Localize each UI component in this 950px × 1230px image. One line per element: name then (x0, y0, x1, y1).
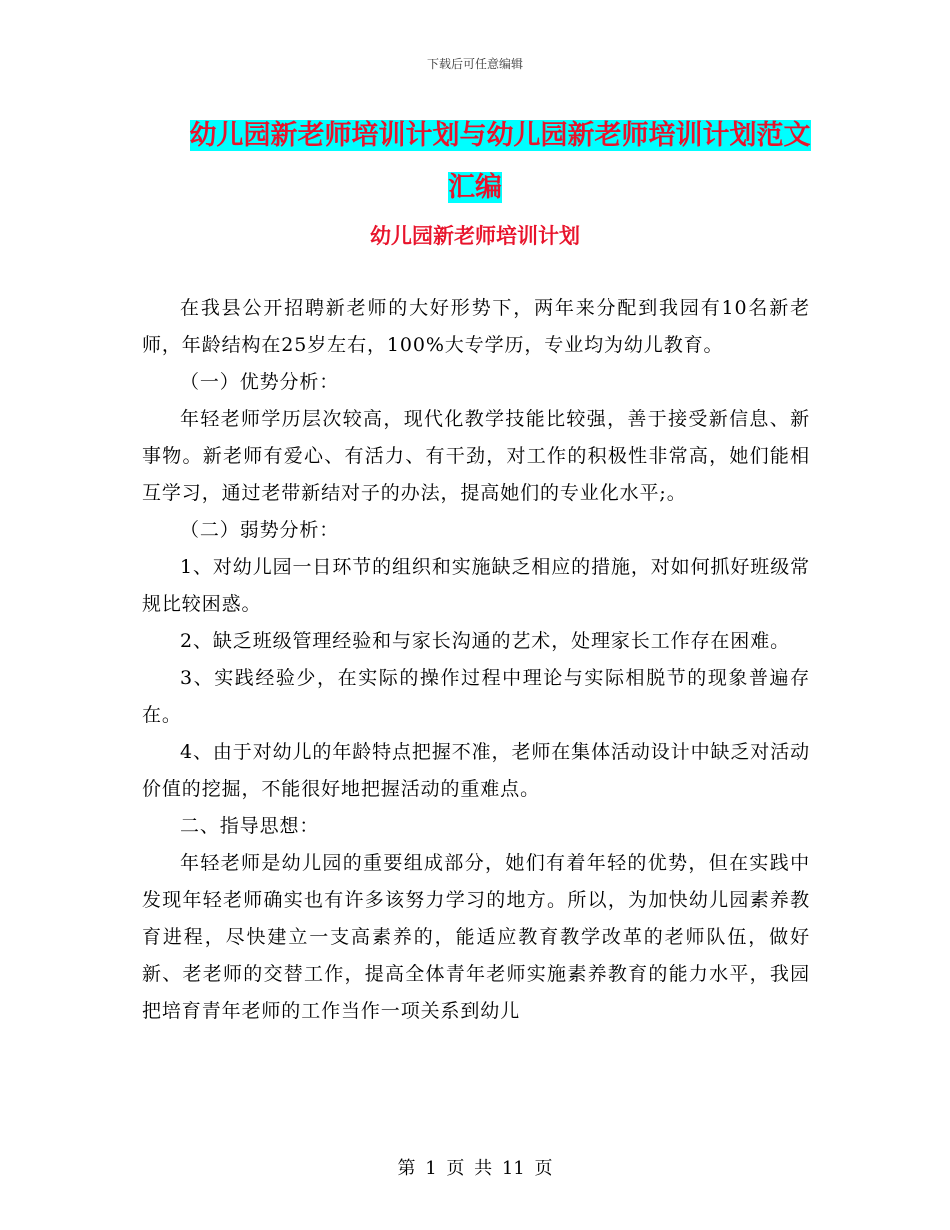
list-item: 3、实践经验少，在实际的操作过程中理论与实际相脱节的现象普遍存在。 (142, 667, 810, 726)
list-item: 2、缺乏班级管理经验和与家长沟通的艺术，处理家长工作存在困难。 (180, 630, 790, 652)
section-title: 幼儿园新老师培训计划 (370, 224, 580, 248)
heading-guiding-ideology: 二、指导思想： (180, 815, 320, 837)
paragraph: 年轻老师是幼儿园的重要组成部分，她们有着年轻的优势，但在实践中发现年轻老师确实也有许多该努力学习的地方。所以，为加快幼儿园素养教育进程，尽快建立一支高素养的，能适应教育教学改革的老师队伍，做好新、老老师的交替工作，提高全体青年老师实施素养教育的能力水平，我园把培育青年老师的工作当作一项关系到幼儿 (142, 852, 810, 1022)
list-item: 1、对幼儿园一日环节的组织和实施缺乏相应的措施，对如何抓好班级常规比较困惑。 (142, 556, 810, 615)
page-number: 第 1 页 共 11 页 (397, 1158, 553, 1179)
header-note: 下载后可任意编辑 (426, 57, 523, 71)
heading-weakness-analysis: （二）弱势分析： (180, 519, 340, 541)
paragraph: 年轻老师学历层次较高，现代化教学技能比较强，善于接受新信息、新事物。新老师有爱心、有活力、有干劲，对工作的积极性非常高，她们能相互学习，通过老带新结对子的办法，提高她们的专业化水平;。 (142, 408, 810, 504)
body-text (142, 290, 810, 1030)
title-line-2: 汇编 (448, 172, 502, 203)
title-line-1: 幼儿园新老师培训计划与幼儿园新老师培训计划范文 (189, 120, 811, 151)
paragraph: 在我县公开招聘新老师的大好形势下，两年来分配到我园有10名新老师，年龄结构在25岁左右，100%大专学历，专业均为幼儿教育。 (142, 297, 810, 356)
list-item: 4、由于对幼儿的年龄特点把握不准，老师在集体活动设计中缺乏对活动价值的挖掘，不能很好地把握活动的重难点。 (142, 741, 810, 800)
heading-advantage-analysis: （一）优势分析： (180, 371, 340, 393)
document-title (0, 110, 950, 214)
